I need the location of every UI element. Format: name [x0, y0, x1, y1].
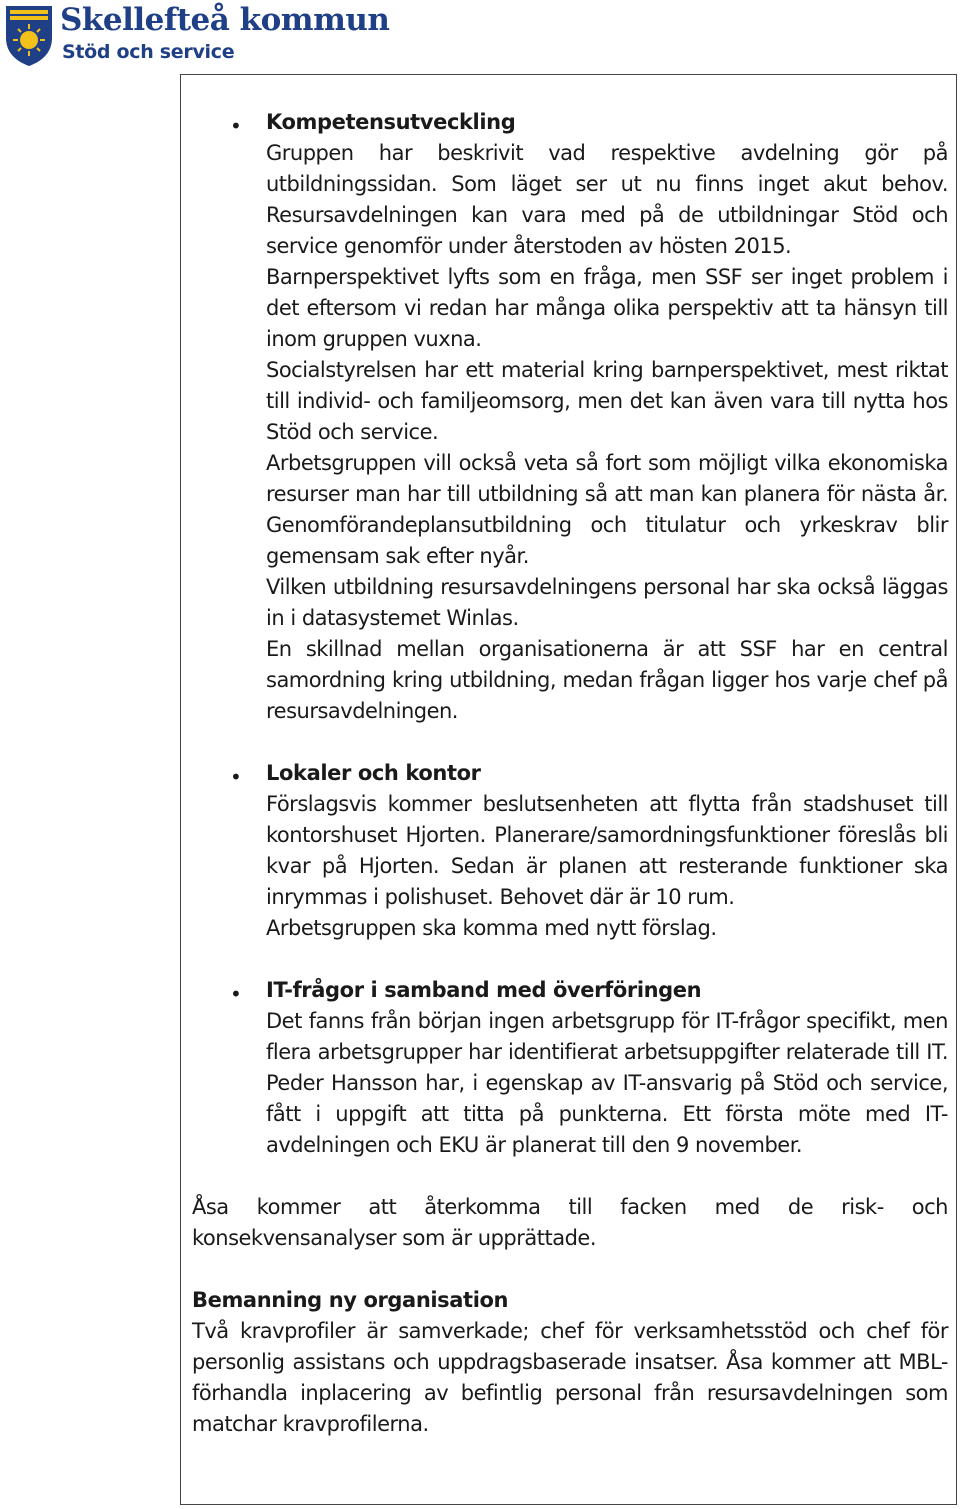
- item-heading: Lokaler och kontor: [266, 761, 481, 785]
- page-header: [0, 0, 420, 74]
- item-paragraph: Socialstyrelsen har ett material kring barnperspektivet, mest riktat till individ- och familjeomsorg, men det kan även vara till nytta hos Stöd och service.: [266, 358, 948, 444]
- closing-paragraph: Åsa kommer att återkomma till facken med de risk- och konsekvensanalyser som är upprättade.: [192, 1195, 948, 1250]
- bullet-icon: •: [230, 114, 242, 138]
- bullet-icon: •: [230, 765, 242, 789]
- item-paragraph: Det fanns från början ingen arbetsgrupp för IT-frågor specifikt, men flera arbetsgrupper har identifierat arbetsuppgifter relaterade till IT. Peder Hansson har, i egenskap av IT-ansvarig på Stöd och service, fått i uppgift att titta på punkterna. Ett första möte med IT-avdelningen och EKU är planerat till den 9 november.: [266, 1009, 948, 1157]
- municipality-shield-icon: [4, 4, 54, 68]
- item-paragraph: Arbetsgruppen vill också veta så fort som möjligt vilka ekonomiska resurser man har till utbildning så att man kan planera för nästa år. Genomförandeplansutbildning och titulatur och yrkeskrav blir gemensam sak efter nyår.: [266, 451, 948, 568]
- section-paragraph: Två kravprofiler är samverkade; chef för verksamhetsstöd och chef för personlig assistans och uppdragsbaserade insatser. Åsa kommer att MBL-förhandla inplacering av befintlig personal från resursavdelningen som matchar kravprofilerna.: [192, 1319, 948, 1436]
- item-heading: Kompetensutveckling: [266, 110, 516, 134]
- item-paragraph: Barnperspektivet lyfts som en fråga, men SSF ser inget problem i det eftersom vi redan har många olika perspektiv att ta hänsyn till inom gruppen vuxna.: [266, 265, 948, 351]
- item-paragraph: Gruppen har beskrivit vad respektive avdelning gör på utbildningssidan. Som läget ser ut nu finns inget akut behov. Resursavdelningen kan vara med på de utbildningar Stöd och service genomför under återstoden av hösten 2015.: [266, 141, 948, 258]
- department-name: Stöd och service: [62, 41, 235, 63]
- bullet-item-lokaler: [192, 758, 948, 944]
- bullet-icon: •: [230, 982, 242, 1006]
- organization-name: Skellefteå kommun: [60, 2, 390, 38]
- item-heading: IT-frågor i samband med överföringen: [266, 978, 702, 1002]
- item-paragraph: Arbetsgruppen ska komma med nytt förslag.: [266, 916, 717, 940]
- item-paragraph: Förslagsvis kommer beslutsenheten att flytta från stadshuset till kontorshuset Hjorten. Planerare/samordningsfunktioner föreslås bli kvar på Hjorten. Sedan är planen att resterande funktioner ska inrymmas i polishuset. Behovet där är 10 rum.: [266, 792, 948, 909]
- bullet-item-kompetensutveckling: [192, 107, 948, 727]
- bullet-item-it-fragor: [192, 975, 948, 1161]
- section-bemanning: [192, 1285, 948, 1440]
- document-body: [192, 107, 948, 1440]
- item-paragraph: Vilken utbildning resursavdelningens personal har ska också läggas in i datasystemet Winlas.: [266, 575, 948, 630]
- item-paragraph: En skillnad mellan organisationerna är att SSF har en central samordning kring utbildning, medan frågan ligger hos varje chef på resursavdelningen.: [266, 637, 948, 723]
- section-heading: Bemanning ny organisation: [192, 1288, 509, 1312]
